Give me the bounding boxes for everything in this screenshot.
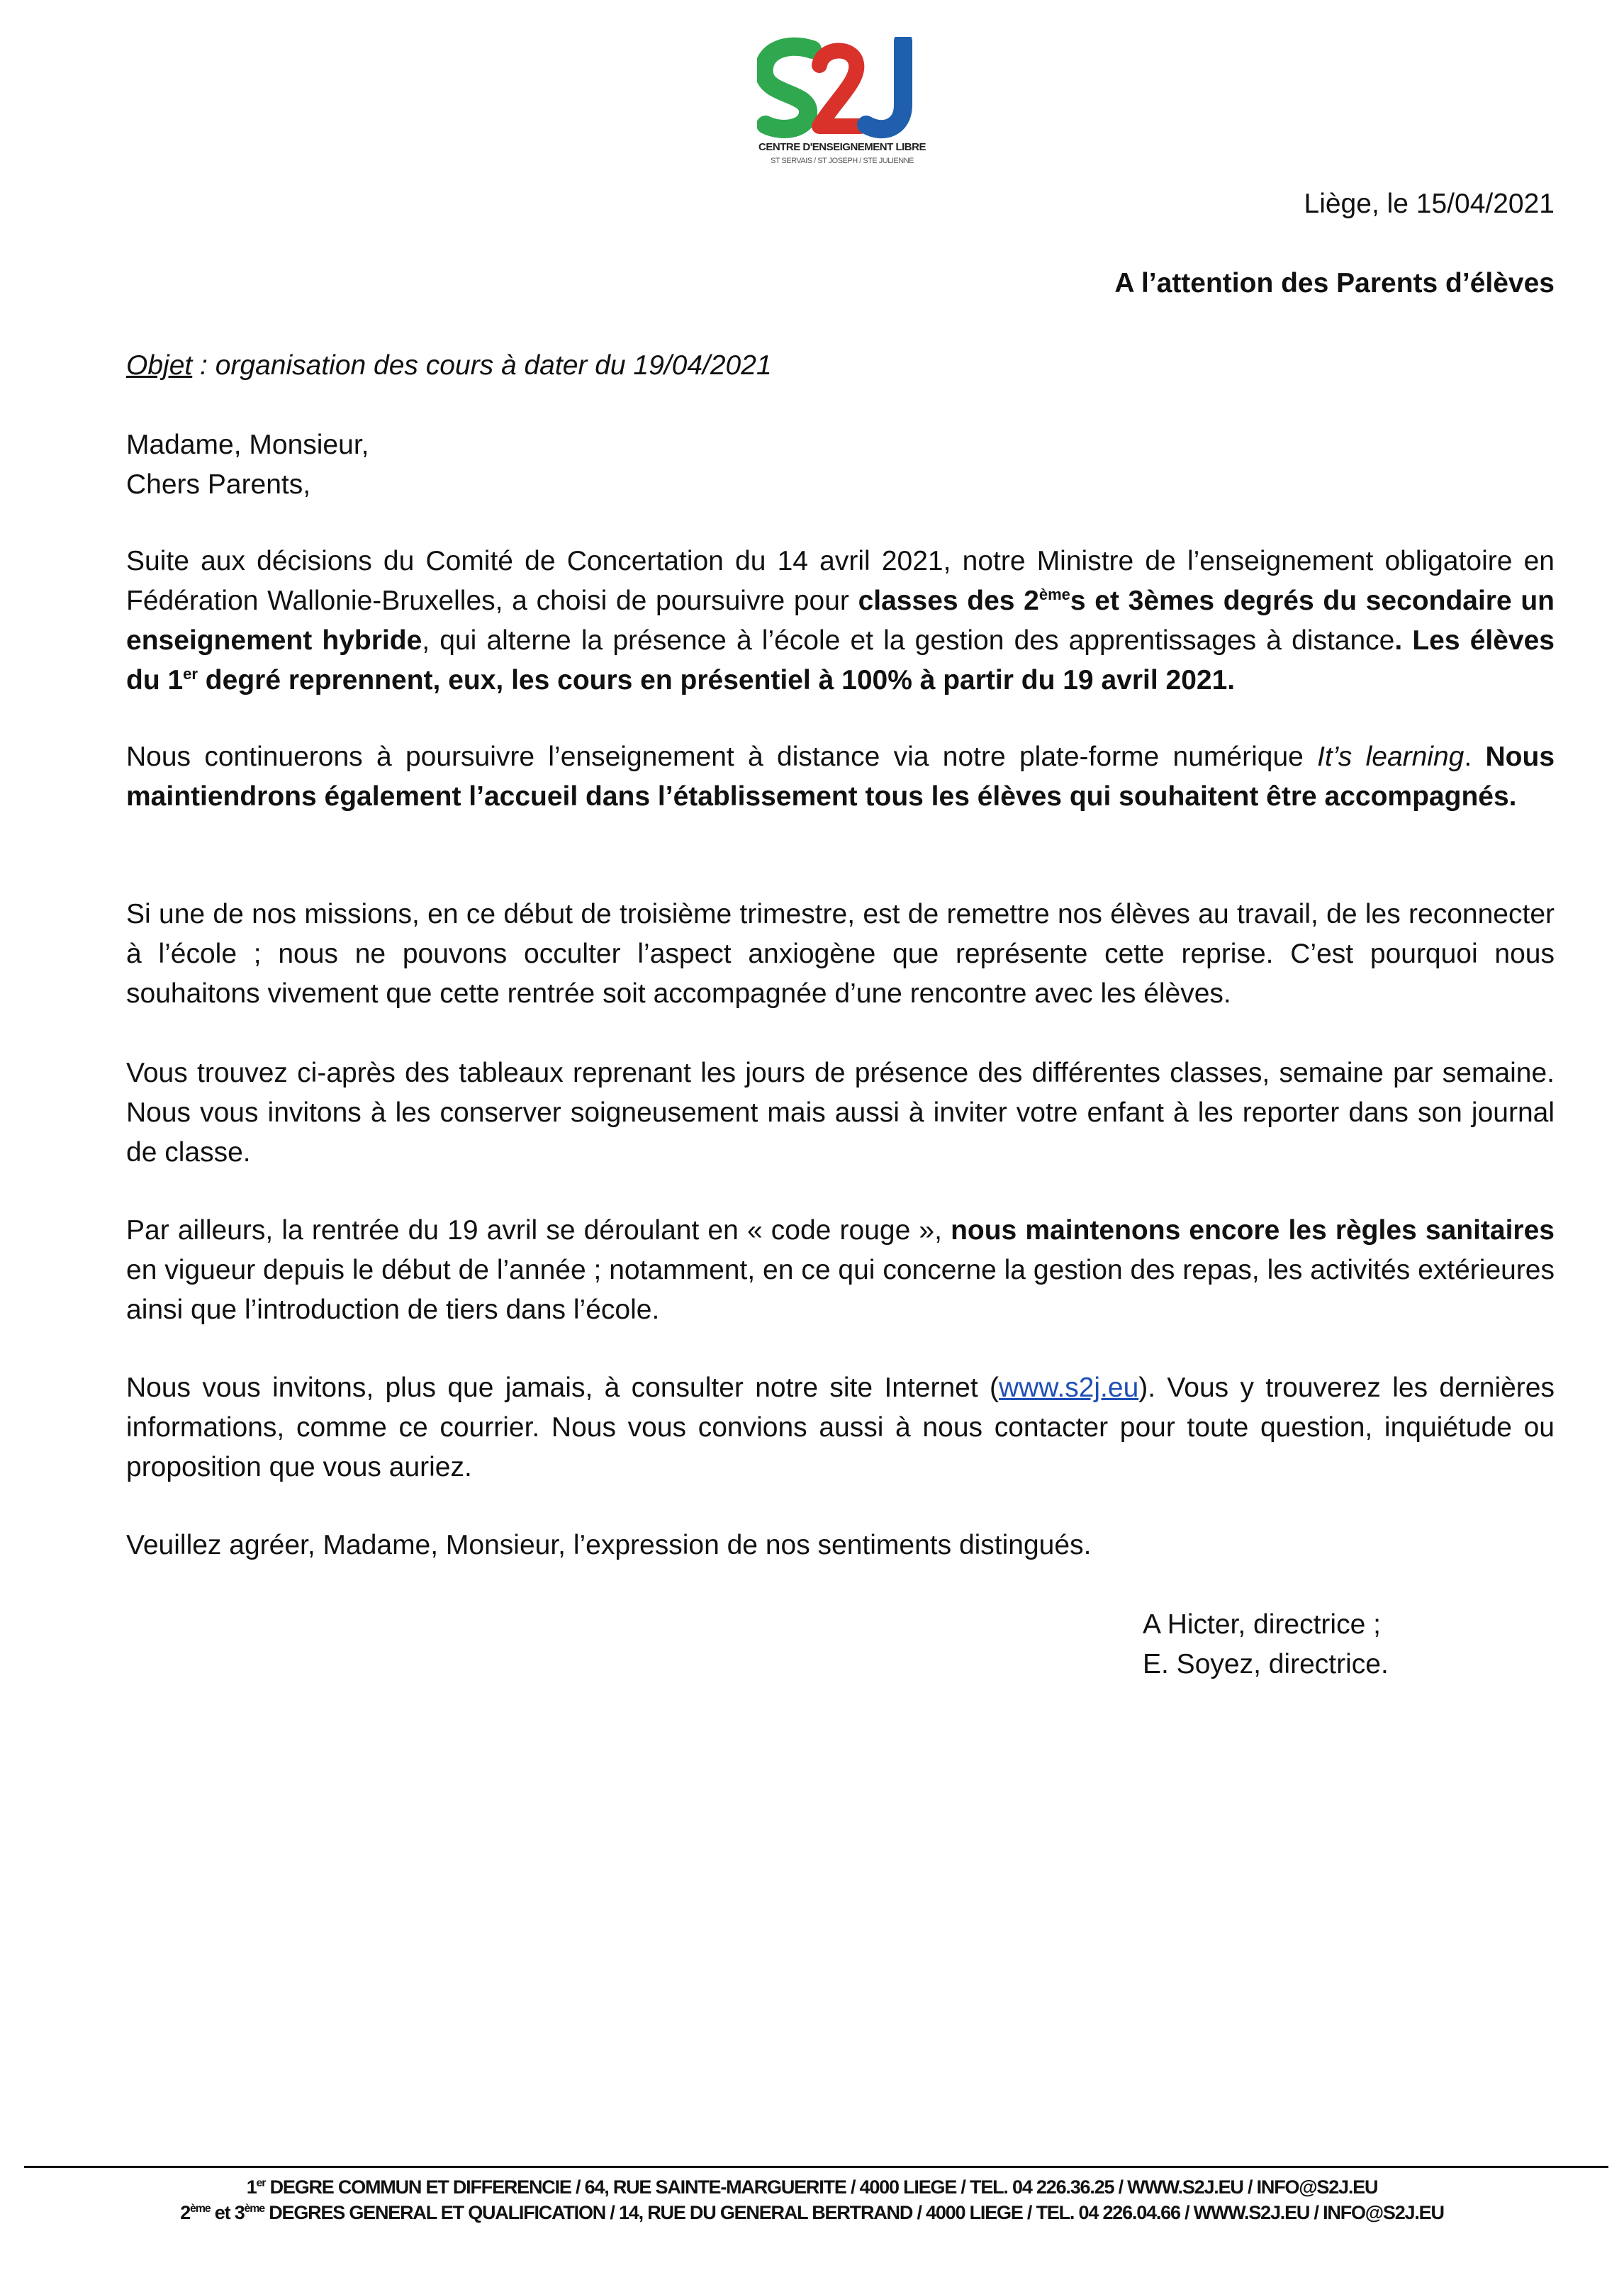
p4-text: Vous trouvez ci-après des tableaux reprenant les jours de présence des différentes classes, semaine par semaine. Nous vous invitons à les conserver soigneusement mais aussi à inviter votre enfant à les reporter dans son journal de classe.	[126, 1058, 1555, 1168]
footer-l1-num: 1	[246, 2176, 257, 2198]
signature-line-2: E. Soyez, directrice.	[1143, 1649, 1389, 1679]
footer-l2-sup-2: ème	[244, 2203, 264, 2215]
footer-l1-text: DEGRE COMMUN ET DIFFERENCIE / 64, RUE SAINTE-MARGUERITE / 4000 LIEGE / TEL. 04 226.36.25 / WWW.S2J.EU / INFO@S2J.EU	[265, 2176, 1378, 2198]
subject-text: : organisation des cours à dater du 19/04/2021	[192, 350, 772, 381]
p2-text-1: Nous continuerons à poursuivre l’enseignement à distance via notre plate-forme numérique	[126, 742, 1318, 772]
p5-text-1: Par ailleurs, la rentrée du 19 avril se déroulant en « code rouge »,	[126, 1215, 951, 1246]
footer-divider	[24, 2166, 1608, 2168]
paragraph-closing	[126, 1526, 1555, 1565]
signature-line-1: A Hicter, directrice ;	[1143, 1609, 1381, 1640]
salutation-line-1: Madame, Monsieur,	[126, 430, 369, 460]
letter-recipient: A l’attention des Parents d’élèves	[1114, 268, 1555, 298]
footer-l2-text: DEGRES GENERAL ET QUALIFICATION / 14, RUE DU GENERAL BERTRAND / 4000 LIEGE / TEL. 04 226.04.66 / WWW.S2J.EU / INFO@S2J.EU	[264, 2202, 1444, 2223]
school-logo	[757, 37, 927, 172]
p1-bold-1: classes des 2	[858, 586, 1039, 616]
p2-bold-1: Nous maintiendrons également l’accueil dans l’établissement tous les élèves qui souhaitent être accompagnés.	[126, 742, 1555, 812]
paragraph-sanitary-rules	[126, 1211, 1555, 1330]
footer-l2-mid: et 3	[210, 2202, 245, 2223]
salutation-line-2: Chers Parents,	[126, 469, 311, 500]
paragraph-distance-learning	[126, 737, 1555, 817]
paragraph-website	[126, 1368, 1555, 1487]
p7-text: Veuillez agréer, Madame, Monsieur, l’expression de nos sentiments distingués.	[126, 1530, 1092, 1560]
footer-line-2	[0, 2201, 1624, 2225]
footer-l2-num: 2	[180, 2202, 191, 2223]
signature-block	[1143, 1605, 1389, 1684]
p1-sup-2: er	[183, 665, 198, 683]
logo-caption-line1: CENTRE D'ENSEIGNEMENT LIBRE	[758, 141, 926, 153]
s2j-logo-icon	[757, 37, 927, 172]
p1-text-1: Suite aux décisions du Comité de Concertation du 14 avril 2021, notre Ministre de l’enseignement obligatoire en Fédération Wallonie-Bruxelles, a choisi de poursuivre pour	[126, 546, 1555, 616]
website-link[interactable]: www.s2j.eu	[999, 1373, 1139, 1403]
p2-text-2: .	[1464, 742, 1486, 772]
p1-text-2: , qui alterne la présence à l’école et la gestion des apprentissages à distance	[422, 625, 1395, 656]
paragraph-tables	[126, 1053, 1555, 1173]
footer-l2-sup-1: ème	[190, 2203, 211, 2215]
paragraph-decisions	[126, 542, 1555, 700]
letter-date: Liège, le 15/04/2021	[1304, 189, 1555, 219]
p5-bold-1: nous maintenons encore les règles sanitaires	[951, 1215, 1555, 1246]
p1-bold-3: . Les élèves du 1	[126, 625, 1555, 695]
p1-sup-1: ème	[1038, 586, 1070, 603]
p2-platform-name: It’s learning	[1317, 742, 1465, 772]
p6-text-1: Nous vous invitons, plus que jamais, à consulter notre site Internet (	[126, 1373, 999, 1403]
logo-caption-line2: ST SERVAIS / ST JOSEPH / STE JULIENNE	[771, 157, 914, 165]
p1-bold-2: s et 3èmes degrés du secondaire un enseignement hybride	[126, 586, 1555, 656]
salutation	[126, 425, 1555, 505]
footer-l1-sup: er	[256, 2177, 266, 2189]
footer-line-1	[0, 2175, 1624, 2199]
p1-bold-4: degré reprennent, eux, les cours en présentiel à 100% à partir du 19 avril 2021.	[197, 665, 1236, 695]
letter-subject	[126, 346, 1555, 386]
paragraph-missions	[126, 895, 1555, 1014]
subject-label: Objet	[126, 350, 193, 381]
p3-text: Si une de nos missions, en ce début de troisième trimestre, est de remettre nos élèves au travail, de les reconnecter à l’école ; nous ne pouvons occulter l’aspect anxiogène que représente cette reprise. C’est pourquoi nous souhaitons vivement que cette rentrée soit accompagnée d’une rencontre avec les élèves.	[126, 899, 1555, 1009]
p6-text-2: ). Vous y trouverez les dernières informations, comme ce courrier. Nous vous convions aussi à nous contacter pour toute question, inquiétude ou proposition que vous auriez.	[126, 1373, 1555, 1482]
p5-text-2: en vigueur depuis le début de l’année ; notamment, en ce qui concerne la gestion des repas, les activités extérieures ainsi que l’introduction de tiers dans l’école.	[126, 1255, 1555, 1325]
